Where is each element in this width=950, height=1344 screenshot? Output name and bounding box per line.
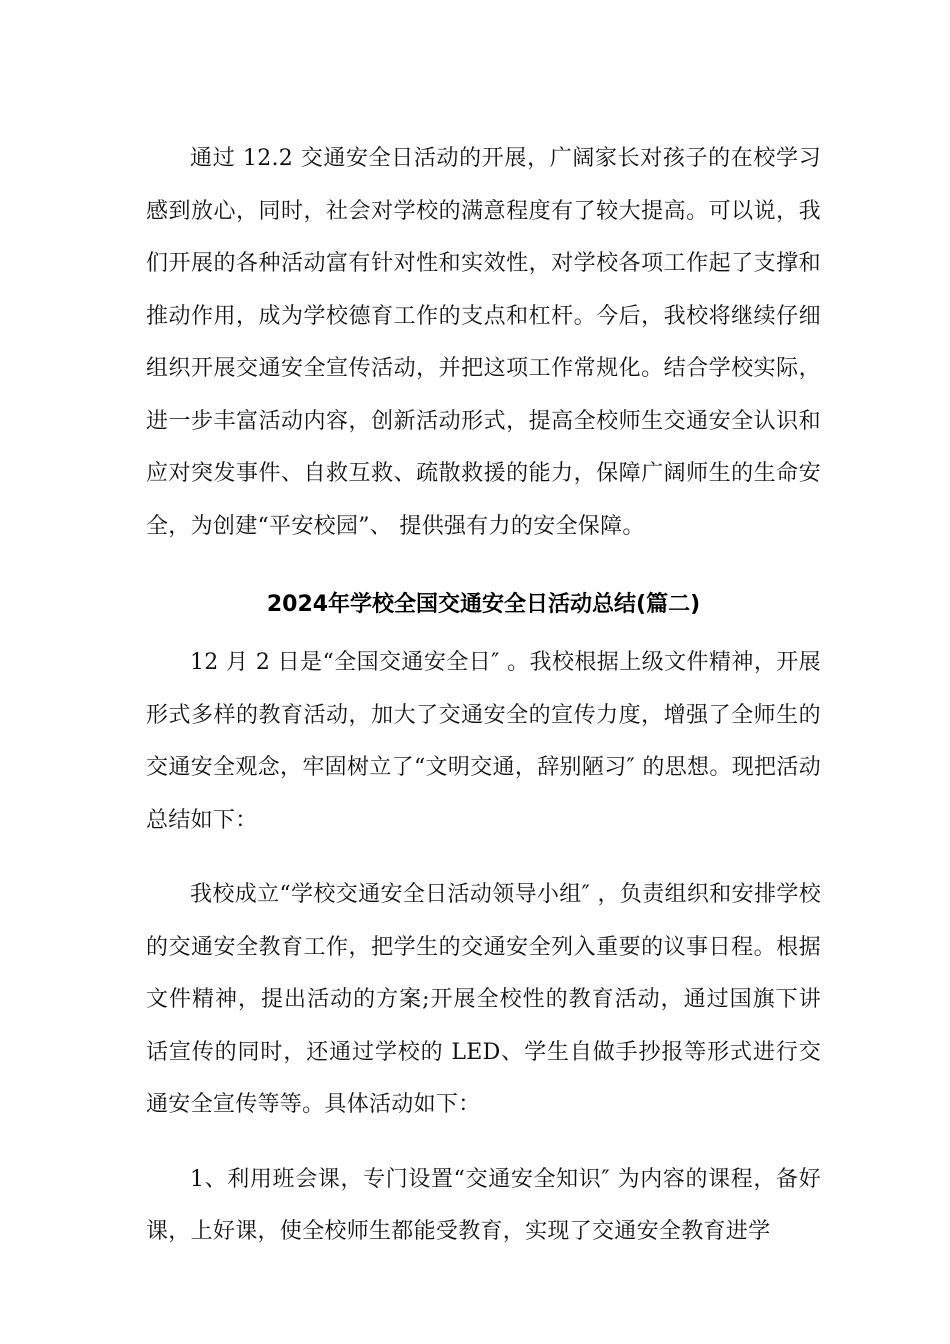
paragraph-summary-conclusion: 通过 12.2 交通安全日活动的开展，广阔家长对孩子的在校学习感到放心，同时，社会对学校的满意程度有了较大提高。可以说，我们开展的各种活动富有针对性和实效性，对学校各项工作起了支撑和推动作用，成为学校德育工作的支点和杠杆。今后，我校将继续仔细组织开展交通安全宣传活动，并把这项工作常规化。结合学校实际，进一步丰富活动内容，创新活动形式，提高全校师生交通安全认识和应对突发事件、自救互救、疏散救援的能力，保障广阔师生的生命安全，为创建“平安校园”、 提供强有力的安全保障。 <box>146 146 821 539</box>
paragraph-organization: 我校成立“学校交通安全日活动领导小组″ ，负责组织和安排学校的交通安全教育工作，把学生的交通安全列入重要的议事日程。根据文件精神，提出活动的方案;开展全校性的教育活动，通过国旗下讲话宣传的同时，还通过学校的 LED、学生自做手抄报等形式进行交通安全宣传等等。具体活动如下： <box>146 882 821 1117</box>
section-heading: 2024年学校全国交通安全日活动总结(篇二) <box>266 592 701 617</box>
paragraph-activity-1: 1、利用班会课，专门设置“交通安全知识″ 为内容的课程，备好课，上好课，使全校师生都能受教育，实现了交通安全教育进学 <box>146 1166 821 1244</box>
paragraph-introduction: 12 月 2 日是“全国交通安全日″ 。我校根据上级文件精神，开展形式多样的教育活动，加大了交通安全的宣传力度，增强了全师生的交通安全观念，牢固树立了“文明交通，辞别陋习″ 的思想。现把活动总结如下： <box>146 650 821 833</box>
document-body <box>146 133 821 1259</box>
